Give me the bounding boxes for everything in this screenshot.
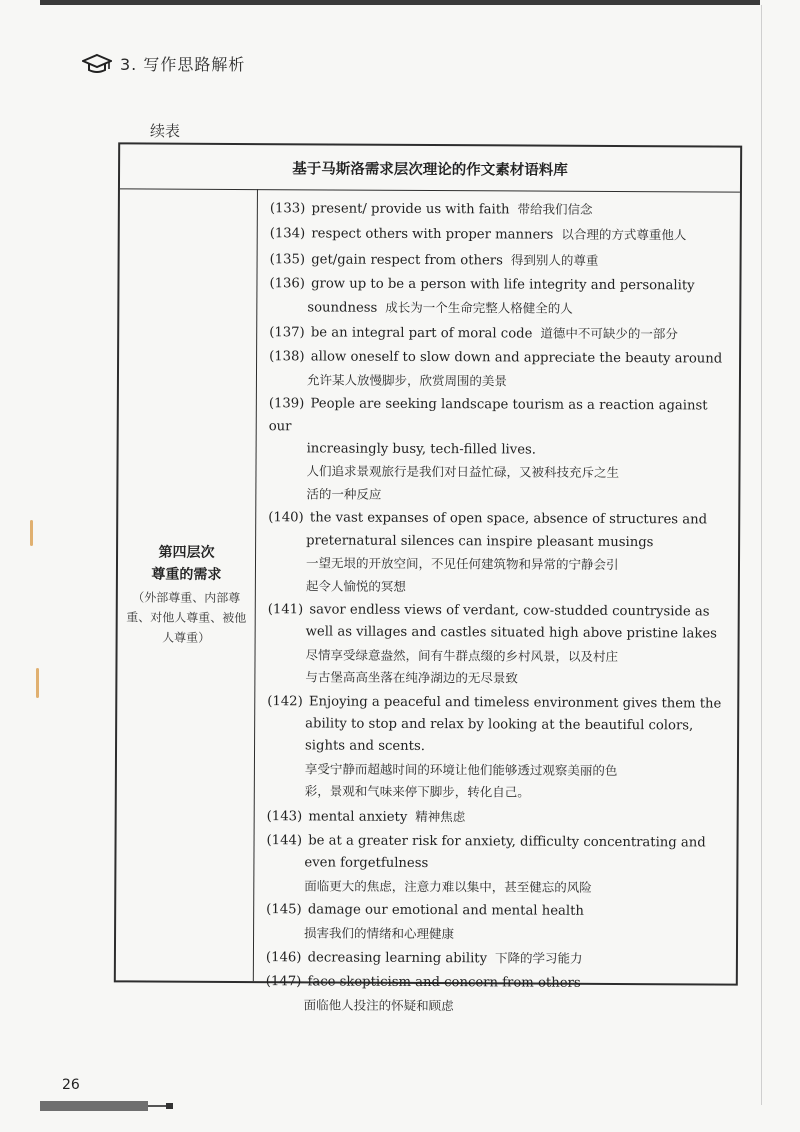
- entry-line: [270, 197, 732, 223]
- entry-number: (143): [266, 808, 303, 824]
- entry-english: ability to stop and relax by looking at the beautiful colors,: [305, 716, 694, 734]
- entry-chinese-line: 一望无垠的开放空间，不见任何建筑物和异常的宁静会引: [305, 555, 619, 573]
- entry-line: [268, 599, 730, 624]
- corpus-entry: [267, 599, 729, 691]
- entry-chinese-line: 享受宁静而超越时间的环境让他们能够透过观察美丽的色: [304, 761, 618, 778]
- entry-chinese-line: 允许某人放慢脚步，欣赏周围的美景: [306, 372, 508, 389]
- entry-number: (140): [268, 510, 304, 526]
- entry-english: savor endless views of verdant, cow-studded countryside as: [309, 602, 710, 620]
- table-title: 基于马斯洛需求层次理论的作文素材语料库: [292, 160, 568, 179]
- entry-chinese-line: 尽情享受绿意盎然，间有牛群点缀的乡村风景，以及村庄: [305, 647, 619, 664]
- entry-english: sights and scents.: [305, 738, 425, 755]
- entry-english: even forgetfulness: [304, 855, 429, 872]
- entry-english: present/ provide us with faith: [311, 201, 510, 218]
- corpus-entry: [270, 197, 732, 223]
- corpus-table: [114, 142, 742, 1013]
- entry-chinese-line: 损害我们的情绪和心理健康: [304, 924, 455, 941]
- table-heading: [120, 144, 740, 192]
- entry-english: damage our emotional and mental health: [307, 902, 584, 920]
- entry-english: grow up to be a person with life integrity and personality: [311, 276, 695, 294]
- entry-english: well as villages and castles situated high above pristine lakes: [305, 624, 717, 642]
- entry-english: be at a greater risk for anxiety, difficulty concentrating and: [308, 833, 706, 851]
- entry-line: [266, 972, 728, 997]
- margin-mark: [36, 668, 39, 698]
- entry-number: (147): [265, 974, 302, 990]
- footer-dot: [166, 1103, 173, 1109]
- entry-line: [269, 347, 731, 372]
- continued-label: 续表: [150, 122, 181, 140]
- entry-number: (142): [267, 693, 303, 709]
- entry-chinese: 以合理的方式尊重他人: [561, 227, 687, 243]
- graduation-cap-icon: [82, 53, 112, 75]
- corpus-entry: [269, 347, 731, 394]
- entry-line: [266, 946, 728, 972]
- entry-english: face skepticism and concern from others: [307, 974, 581, 992]
- need-note: （外部尊重、内部尊重、对他人尊重、被他人尊重）: [126, 590, 247, 645]
- entry-number: (146): [265, 950, 302, 966]
- corpus-entry: [268, 507, 730, 599]
- entry-english: mental anxiety: [308, 808, 408, 825]
- entry-chinese-line: 面临更大的焦虑，注意力难以集中，甚至健忘的风险: [304, 878, 592, 895]
- corpus-entry: [266, 972, 728, 1019]
- entry-line: [268, 530, 730, 555]
- entry-line: [269, 438, 731, 463]
- entry-english: allow oneself to slow down and appreciate the beauty around: [310, 349, 723, 367]
- entry-english: soundness: [307, 299, 378, 316]
- page-edge: [761, 5, 762, 1105]
- entry-chinese-line: 面临他人投注的怀疑和顾虑: [303, 997, 454, 1013]
- entry-number: (138): [269, 349, 305, 365]
- entry-number: (141): [267, 602, 304, 618]
- corpus-entry: [267, 805, 729, 831]
- section-title: 3. 写作思路解析: [120, 55, 246, 74]
- top-rule: [40, 0, 760, 5]
- level-cell: [116, 188, 258, 981]
- entry-english: the vast expanses of open space, absence of structures and: [309, 510, 708, 528]
- entry-chinese-line: 人们追求景观旅行是我们对日益忙碌，又被科技充斥之生: [306, 463, 620, 481]
- corpus-entry: [266, 899, 728, 946]
- section-header: [82, 52, 245, 75]
- entry-chinese-line: 与古堡高高坐落在纯净湖边的无尽景致: [305, 669, 518, 686]
- entry-chinese-line: 活的一种反应: [306, 486, 382, 502]
- entry-english: decreasing learning ability: [307, 950, 488, 967]
- entry-english: increasingly busy, tech-filled lives.: [306, 441, 537, 458]
- entry-number: (145): [266, 902, 302, 918]
- entry-english: preternatural silences can inspire pleasant musings: [306, 533, 654, 550]
- corpus-entry: [270, 223, 732, 249]
- entry-english: People are seeking landscape tourism as a reaction against our: [268, 396, 708, 434]
- entry-line: [268, 507, 730, 532]
- entry-chinese: 道德中不可缺少的一部分: [540, 325, 678, 342]
- entry-line: [266, 853, 728, 878]
- entry-chinese-line: 彩，景观和气味来停下脚步，转化自己。: [304, 783, 530, 800]
- entry-line: [269, 296, 731, 322]
- entries-cell: [266, 197, 732, 1021]
- entry-number: (144): [266, 833, 303, 849]
- corpus-entry: [266, 830, 728, 900]
- corpus-entry: [270, 248, 732, 274]
- entry-line: [268, 621, 730, 646]
- entry-line: [269, 273, 731, 298]
- entry-number: (139): [268, 396, 305, 412]
- entry-line: [269, 321, 731, 347]
- corpus-entry: [269, 273, 731, 321]
- margin-mark: [30, 520, 33, 546]
- corpus-entry: [268, 393, 731, 507]
- page-number: 26: [62, 1077, 80, 1093]
- footer-line: [148, 1105, 168, 1107]
- entry-number: (133): [269, 201, 306, 217]
- entry-line: [267, 691, 729, 716]
- level-title: 第四层次: [158, 544, 215, 561]
- entry-english: be an integral part of moral code: [310, 325, 533, 342]
- entry-line: [266, 899, 728, 924]
- footer-bar: [40, 1101, 148, 1111]
- entry-number: (135): [269, 251, 306, 268]
- entry-number: (136): [269, 276, 305, 292]
- entry-chinese: 下降的学习能力: [495, 950, 583, 966]
- corpus-entry: [267, 691, 730, 805]
- corpus-entry: [266, 946, 728, 972]
- corpus-entry: [269, 321, 731, 347]
- entry-line: [270, 248, 732, 274]
- entry-english: get/gain respect from others: [311, 252, 503, 269]
- entry-line: [267, 736, 729, 761]
- entry-line: [267, 805, 729, 831]
- entry-line: [266, 830, 728, 855]
- entry-number: (137): [269, 325, 305, 341]
- entry-english: Enjoying a peaceful and timeless environment gives them the: [308, 693, 722, 712]
- entry-line: [269, 393, 731, 440]
- need-title: 尊重的需求: [151, 566, 222, 583]
- entry-chinese: 得到别人的尊重: [510, 252, 599, 268]
- entry-line: [270, 223, 732, 249]
- entry-number: (134): [269, 226, 306, 242]
- entry-chinese: 带给我们信念: [517, 201, 593, 217]
- entry-english: respect others with proper manners: [311, 226, 554, 244]
- entry-line: [267, 713, 729, 738]
- entry-chinese: 精神焦虑: [415, 808, 466, 824]
- entry-chinese: 成长为一个生命完整人格健全的人: [385, 299, 573, 316]
- entry-chinese-line: 起令人愉悦的冥想: [305, 577, 406, 594]
